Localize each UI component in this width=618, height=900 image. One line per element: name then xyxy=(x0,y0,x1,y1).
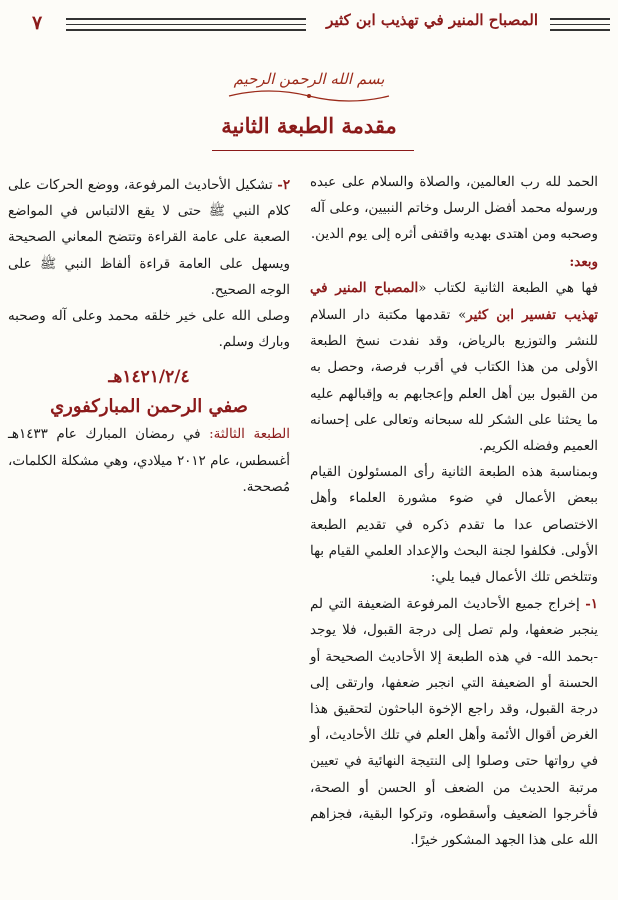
list-item-2 xyxy=(8,172,290,304)
basmala-block xyxy=(0,70,618,104)
running-book-title: المصباح المنير في تهذيب ابن كثير xyxy=(326,11,538,29)
page-number: ٧ xyxy=(32,12,43,34)
header-rule-right xyxy=(550,18,610,35)
page-header xyxy=(8,6,610,40)
third-edition-text: في رمضان المبارك عام ١٤٣٣هـ أغسطس، عام ٢٠١٢ ميلادي، وهي مشكلة الكلمات، مُصححة. xyxy=(8,427,291,495)
author-name: صفي الرحمن المباركفوري xyxy=(50,396,248,418)
paragraph-occasion: وبمناسبة هذه الطبعة الثانية رأى المسئولون القيام ببعض الأعمال في ضوء مشورة العلماء وأهل الاختصاص عدا ما تقدم ذكره في تقديم الطبعة الأولى. فكلفوا لجنة البحث والإعداد العلمي القيام بها وتتلخص تلك الأعمال فيما يلي: xyxy=(310,465,598,586)
basmala: بسم الله الرحمن الرحيم xyxy=(233,70,385,88)
third-edition-label: الطبعة الثالثة: xyxy=(209,427,290,443)
left-column xyxy=(8,172,290,501)
header-rule-left xyxy=(66,18,306,35)
item-text: إخراج جميع الأحاديث المرفوعة الضعيفة التي لم ينجبر ضعفها، ولم تصل إلى درجة القبول، فلا يوجد -بحمد الله- في هذه الطبعة إلا الأحاديث الصحيحة أو الحسنة أو الضعيفة التي انجبر ضعفها، وارتقى إلى درجة القبول، وقد راجع الإخوة الباحثون لتحقيق هذا الغرض أقوال الأئمة وأهل العلم في تلك الأحاديث، أو في رواتها حتى وصلوا إلى النتيجة النهائية في تعيين مرتبة الحديث من الضعف أو الحسن أو الصحة، فأخرجوا الضعيف وأسقطوه، وتركوا البقية، فجزاهم الله على هذا الجهد المشكور خيرًا. xyxy=(310,597,598,849)
item-number: ١- xyxy=(585,596,598,613)
book-title-inline: المصباح المنير في تهذيب تفسير ابن كثير xyxy=(310,279,598,324)
closing-prayer: وصلى الله على خير خلقه محمد وعلى آله وصحبه وبارك وسلم. xyxy=(8,309,290,351)
list-item-1 xyxy=(310,591,598,854)
paragraph-intro xyxy=(310,275,598,460)
right-column xyxy=(310,170,598,854)
basmala-ornament-icon xyxy=(224,88,394,104)
intro-pre: فها هي الطبعة الثانية لكتاب « xyxy=(418,280,598,296)
item-text: تشكيل الأحاديث المرفوعة، ووضع الحركات على كلام النبي ﷺ حتى لا يقع الالتباس في المواضع الصعبة على عامة القراءة وتتضح المعاني الصحيحة ويسهل على العامة قراءة ألفاظ النبي ﷺ على الوجه الصحيح. xyxy=(8,178,290,298)
paragraph-label-then: وبعد: xyxy=(569,253,598,270)
intro-post: » تقدمها مكتبة دار السلام للنشر والتوزيع بالرياض، وقد نفدت نسخ الطبعة الأولى من هذا الكتاب في أقرب فرصة، وحصل به من القبول بين أهل العلم وإعجابهم به وإقبالهم عليه ما يحثنا على الشكر لله سبحانه وتعالى على إحسانه العميم وفضله الكريم. xyxy=(310,308,598,455)
paragraph-praise: الحمد لله رب العالمين، والصلاة والسلام على عبده ورسوله محمد أفضل الرسل وخاتم النبيين، وعلى آله وصحبه ومن اهتدى بهديه واقتفى أثره إلى يوم الدين. xyxy=(310,175,598,243)
third-edition-note xyxy=(8,422,290,501)
item-number: ٢- xyxy=(277,177,291,193)
title-underline xyxy=(212,150,414,151)
signature-date: ١٤٢١/٢/٤هـ xyxy=(108,367,190,388)
section-title: مقدمة الطبعة الثانية xyxy=(221,113,397,138)
